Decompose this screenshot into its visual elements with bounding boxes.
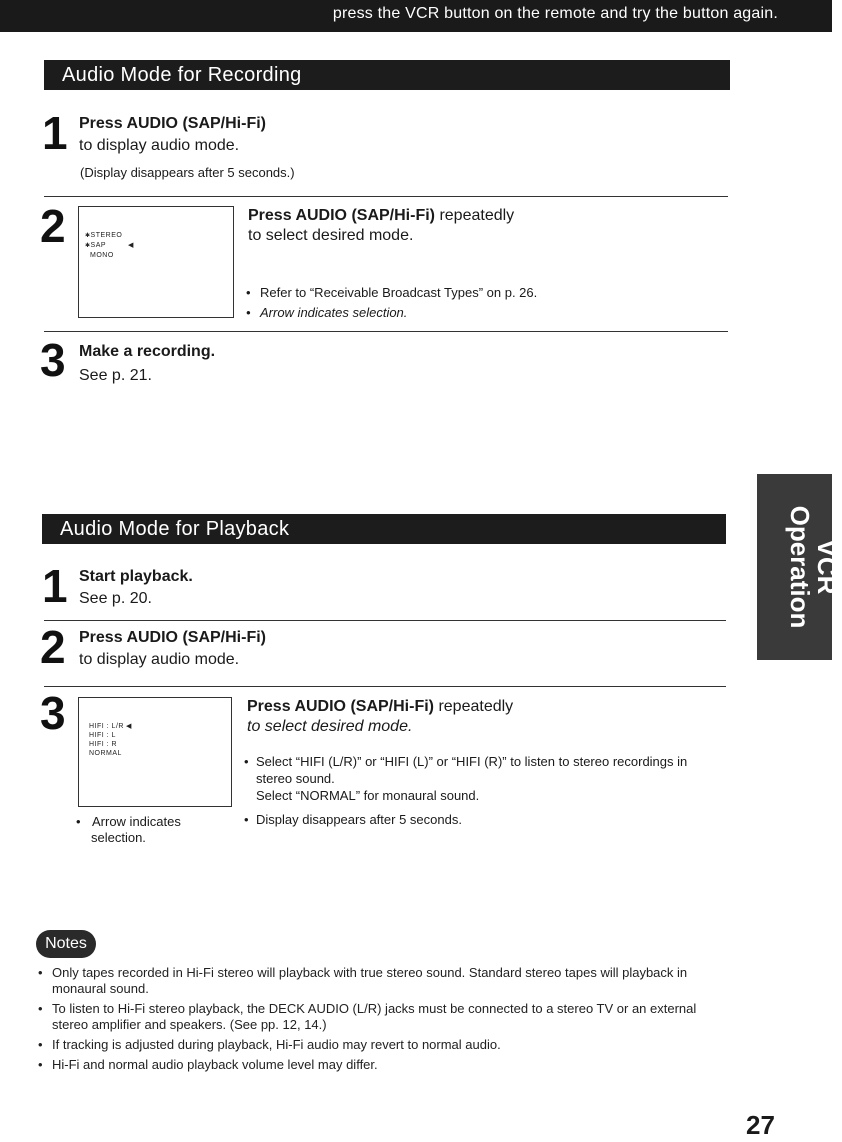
section-title-recording: Audio Mode for Recording — [44, 60, 730, 90]
side-tab-vcr-operation — [757, 474, 842, 660]
tv-screen-recording — [78, 206, 234, 318]
pb-arrow-note: • Arrow indicates selection. — [76, 814, 181, 845]
osd-menu-recording: ✱STEREO ✱SAP ◀ MONO — [85, 232, 134, 259]
pb-step2-number: 2 — [40, 621, 66, 673]
pb-step3-number: 3 — [40, 687, 66, 739]
pb-step2-heading: Press AUDIO (SAP/Hi-Fi) — [79, 629, 266, 646]
pb-step3-display-bullet — [244, 811, 726, 828]
bullet-icon: • — [244, 812, 249, 827]
rec-step2-bullets — [244, 283, 714, 323]
pb-select-text-1: Select “HIFI (L/R)” or “HIFI (L)” or “HIFI (R)” to listen to stereo recordings in stereo sound. — [256, 754, 688, 786]
side-tab-label: VCR Operation — [785, 505, 842, 629]
pb-step3-text: to select desired mode. — [247, 718, 413, 735]
header-bar — [0, 0, 832, 32]
header-instruction: press the VCR button on the remote and try the button again. — [332, 5, 778, 22]
tv-screen-playback — [78, 697, 232, 807]
notes-list — [36, 965, 716, 1077]
rec-step3-text: See p. 21. — [79, 367, 152, 384]
notes-badge: Notes — [36, 930, 96, 958]
pb-select-text-2: Select “NORMAL” for monaural sound. — [256, 788, 480, 803]
list-item: • Hi-Fi and normal audio playback volume level may differ. — [36, 1057, 716, 1073]
list-item: • Refer to “Receivable Broadcast Types” on p. 26. — [244, 283, 714, 303]
divider — [44, 686, 726, 687]
list-item: • Arrow indicates selection. — [244, 303, 714, 323]
section-title-playback: Audio Mode for Playback — [42, 514, 726, 544]
bullet-icon: • — [244, 754, 249, 769]
list-item: • Only tapes recorded in Hi-Fi stereo will playback with true stereo sound. Standard stereo tapes will playback in monaural sound. — [36, 965, 716, 997]
selection-arrow-icon: ◀ — [125, 723, 132, 730]
rec-step3-number: 3 — [40, 334, 66, 386]
rec-step1-heading: Press AUDIO (SAP/Hi-Fi) — [79, 115, 266, 132]
rec-step3-heading: Make a recording. — [79, 343, 216, 360]
bullet-icon: • — [76, 814, 81, 829]
page-number: 27 — [746, 1110, 775, 1140]
rec-step2-text: to select desired mode. — [248, 227, 414, 244]
selection-arrow-icon: ◀ — [128, 242, 134, 249]
list-item: • To listen to Hi-Fi stereo playback, the DECK AUDIO (L/R) jacks must be connected to a stereo TV or an external stereo amplifier and speakers. (See pp. 12, 14.) — [36, 1001, 716, 1033]
pb-step3-select-bullet — [244, 753, 726, 804]
rec-step1-number: 1 — [42, 107, 68, 159]
pb-step2-text: to display audio mode. — [79, 651, 240, 668]
pb-step1-number: 1 — [42, 560, 68, 612]
pb-step1-heading: Start playback. — [79, 568, 193, 585]
divider — [44, 331, 728, 332]
osd-menu-playback: HIFI : L/R ◀ HIFI : L HIFI : R NORMAL — [89, 723, 132, 757]
pb-step1-text: See p. 20. — [79, 590, 152, 607]
rec-step1-text: to display audio mode. — [79, 137, 240, 154]
divider — [44, 620, 726, 621]
list-item: • If tracking is adjusted during playback, Hi-Fi audio may revert to normal audio. — [36, 1037, 716, 1053]
pb-step3-heading: Press AUDIO (SAP/Hi-Fi) repeatedly — [247, 698, 514, 715]
rec-step1-note: (Display disappears after 5 seconds.) — [80, 165, 295, 180]
rec-step2-heading: Press AUDIO (SAP/Hi-Fi) repeatedly — [248, 207, 515, 224]
rec-step2-number: 2 — [40, 200, 66, 252]
pb-display-text: Display disappears after 5 seconds. — [256, 812, 462, 827]
divider — [44, 196, 728, 197]
